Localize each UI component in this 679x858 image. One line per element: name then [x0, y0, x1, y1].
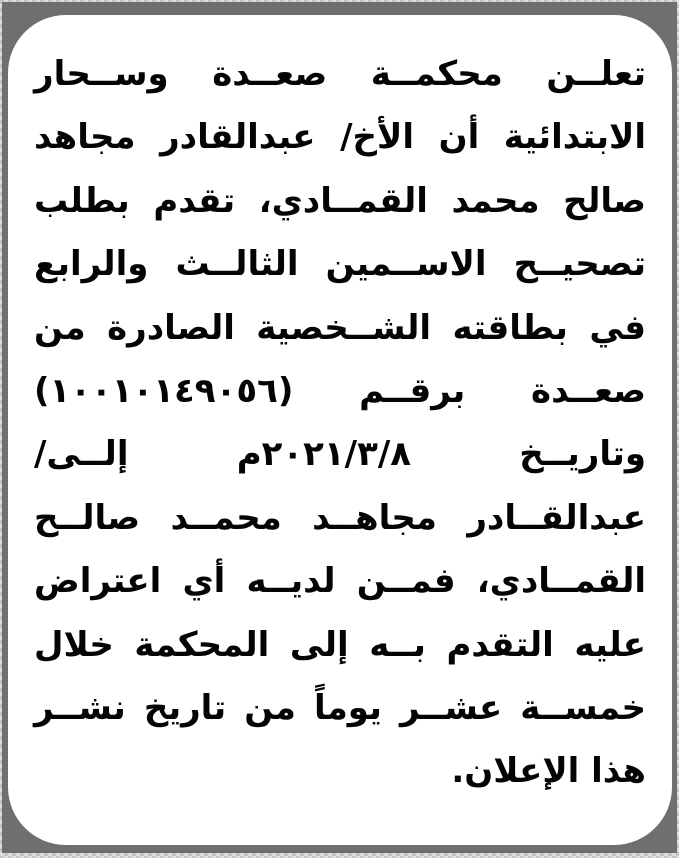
text-line: صعــدة برقــم (١٠٠١٠١٤٩٠٥٦): [34, 371, 646, 412]
text-line: عليه التقدم بــه إلى المحكمة خلال: [34, 624, 646, 665]
text-line: القمــادي، فمــن لديــه أي اعتراض: [34, 561, 646, 602]
text-line: صالح محمد القمــادي، تقدم بطلب: [34, 180, 646, 221]
text-line: تصحيــح الاســمين الثالــث والرابع: [34, 244, 646, 285]
text-line: عبدالقــادر مجاهــد محمــد صالــح: [34, 497, 646, 538]
text-line: خمســة عشــر يوماً من تاريخ نشــر: [34, 688, 646, 729]
text-line-last: هذا الإعلان.: [451, 751, 646, 792]
text-line: الابتدائية أن الأخ/ عبدالقادر مجاهد: [34, 117, 646, 158]
announcement-card: [8, 15, 672, 845]
announcement-text: [34, 43, 646, 823]
text-line: تعلــن محكمــة صعــدة وســحار: [34, 54, 646, 94]
text-line: وتاريــخ ٢٠٢١/٣/٨م إلــى/: [34, 434, 646, 475]
gray-frame: [2, 2, 677, 853]
text-line: في بطاقته الشــخصية الصادرة من: [34, 307, 646, 348]
